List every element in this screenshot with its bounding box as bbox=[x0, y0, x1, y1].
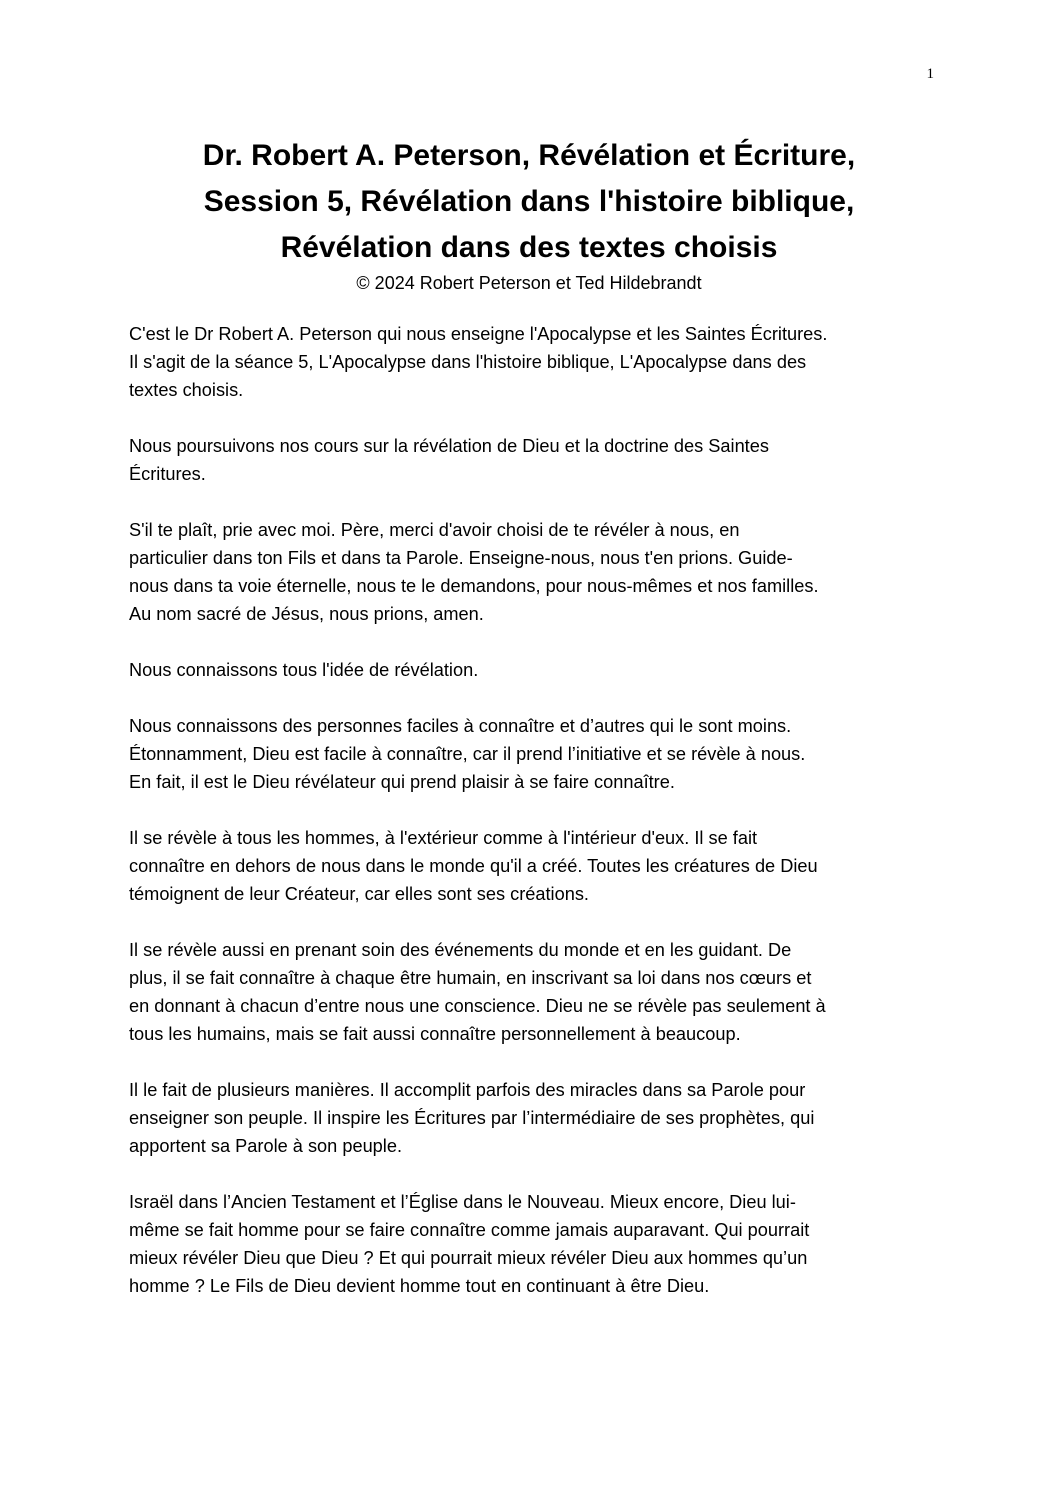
text-line: textes choisis. bbox=[129, 380, 244, 400]
text-line: Il se révèle à tous les hommes, à l'extérieur comme à l'intérieur d'eux. Il se fait bbox=[129, 828, 758, 848]
text-line: Au nom sacré de Jésus, nous prions, amen. bbox=[129, 604, 484, 624]
text-line: plus, il se fait connaître à chaque être humain, en inscrivant sa loi dans nos cœurs et bbox=[129, 968, 812, 988]
document-body bbox=[129, 320, 939, 1328]
text-line: Nous connaissons des personnes faciles à connaître et d’autres qui le sont moins. bbox=[129, 716, 792, 736]
text-line: mieux révéler Dieu que Dieu ? Et qui pourrait mieux révéler Dieu aux hommes qu’un bbox=[129, 1248, 808, 1268]
text-line: En fait, il est le Dieu révélateur qui prend plaisir à se faire connaître. bbox=[129, 772, 675, 792]
text-line: même se fait homme pour se faire connaître comme jamais auparavant. Qui pourrait bbox=[129, 1220, 810, 1240]
page-number: 1 bbox=[926, 66, 934, 82]
text-line: en donnant à chacun d’entre nous une conscience. Dieu ne se révèle pas seulement à bbox=[129, 996, 826, 1016]
paragraph bbox=[129, 320, 939, 404]
paragraph bbox=[129, 516, 939, 628]
text-line: tous les humains, mais se fait aussi connaître personnellement à beaucoup. bbox=[129, 1024, 741, 1044]
text-line: Il se révèle aussi en prenant soin des événements du monde et en les guidant. De bbox=[129, 940, 792, 960]
text-line: apportent sa Parole à son peuple. bbox=[129, 1136, 403, 1156]
text-line: Il s'agit de la séance 5, L'Apocalypse dans l'histoire biblique, L'Apocalypse dans des bbox=[129, 352, 807, 372]
title-line: Révélation dans des textes choisis bbox=[280, 231, 778, 264]
text-line: Nous poursuivons nos cours sur la révélation de Dieu et la doctrine des Saintes bbox=[129, 436, 769, 456]
text-line: Écritures. bbox=[129, 464, 206, 484]
text-line: particulier dans ton Fils et dans ta Parole. Enseigne-nous, nous t'en prions. Guide- bbox=[129, 548, 793, 568]
document-header bbox=[100, 133, 958, 295]
text-line: Il le fait de plusieurs manières. Il accomplit parfois des miracles dans sa Parole pour bbox=[129, 1080, 806, 1100]
text-line: nous dans ta voie éternelle, nous te le demandons, pour nous-mêmes et nos familles. bbox=[129, 576, 819, 596]
title-line: Dr. Robert A. Peterson, Révélation et Écriture, bbox=[202, 139, 856, 172]
text-line: connaître en dehors de nous dans le monde qu'il a créé. Toutes les créatures de Dieu bbox=[129, 856, 818, 876]
paragraph bbox=[129, 712, 939, 796]
text-line: S'il te plaît, prie avec moi. Père, merci d'avoir choisi de te révéler à nous, en bbox=[129, 520, 740, 540]
paragraph bbox=[129, 1076, 939, 1160]
text-line: Étonnamment, Dieu est facile à connaître, car il prend l’initiative et se révèle à nous. bbox=[129, 744, 806, 764]
text-line: témoignent de leur Créateur, car elles sont ses créations. bbox=[129, 884, 589, 904]
paragraph bbox=[129, 1188, 939, 1300]
text-line: Nous connaissons tous l'idée de révélation. bbox=[129, 660, 479, 680]
paragraph bbox=[129, 936, 939, 1048]
paragraph bbox=[129, 824, 939, 908]
copyright-notice: © 2024 Robert Peterson et Ted Hildebrandt bbox=[356, 273, 702, 293]
text-line: homme ? Le Fils de Dieu devient homme tout en continuant à être Dieu. bbox=[129, 1276, 710, 1296]
paragraph bbox=[129, 432, 939, 488]
text-line: Israël dans l’Ancien Testament et l’Église dans le Nouveau. Mieux encore, Dieu lui- bbox=[129, 1192, 796, 1212]
text-line: C'est le Dr Robert A. Peterson qui nous enseigne l'Apocalypse et les Saintes Écritures. bbox=[129, 324, 828, 344]
title-line: Session 5, Révélation dans l'histoire biblique, bbox=[203, 185, 855, 218]
paragraph bbox=[129, 656, 939, 684]
text-line: enseigner son peuple. Il inspire les Écritures par l’intermédiaire de ses prophètes, qui bbox=[129, 1108, 815, 1128]
